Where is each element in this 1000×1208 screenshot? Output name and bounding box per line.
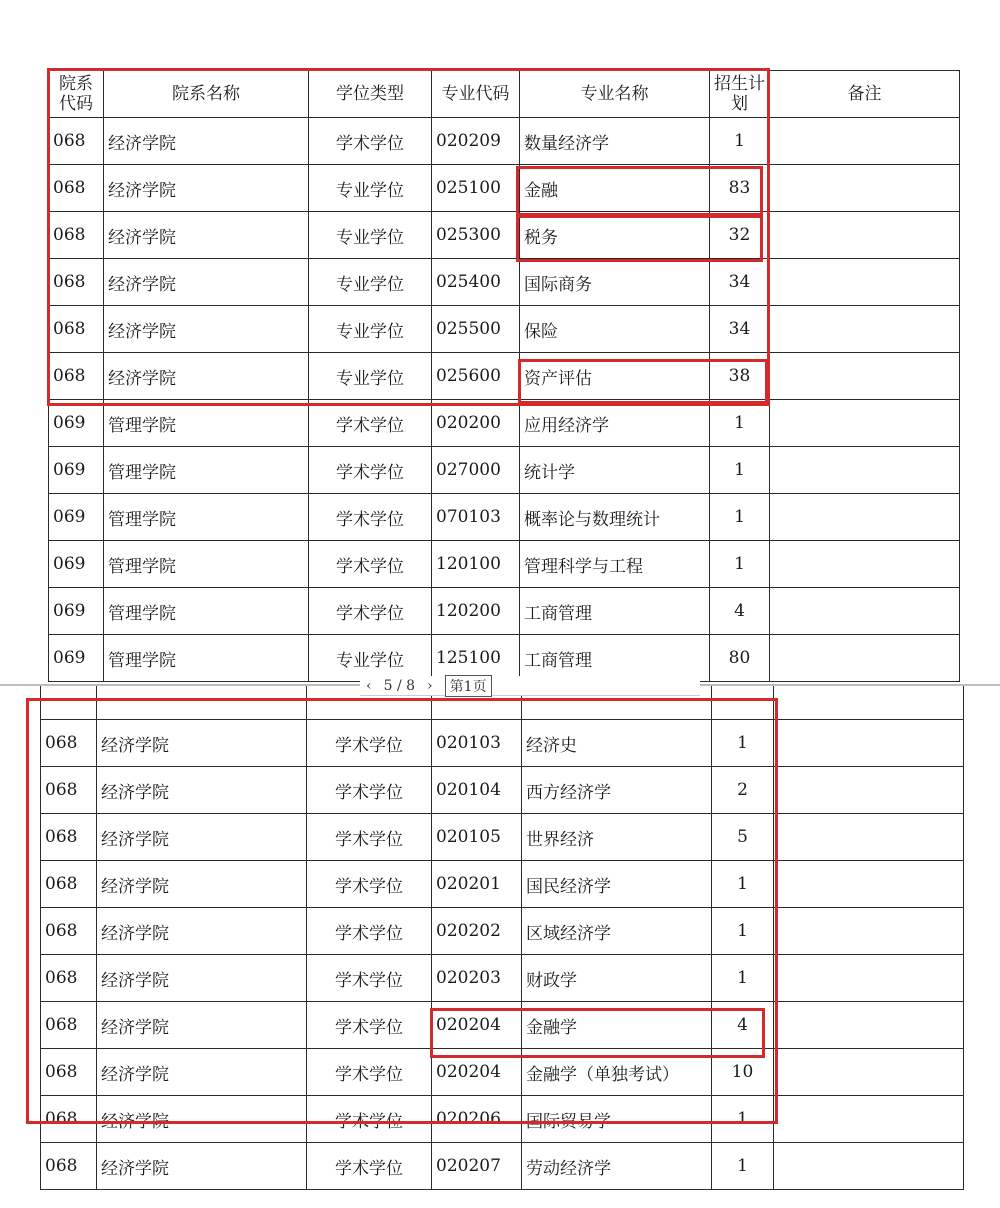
cell-degree-type: 学术学位 [307,908,432,955]
cell-degree-type: 学术学位 [309,541,432,588]
cell-degree-type: 专业学位 [309,353,432,400]
cell-dept-code: 069 [49,541,104,588]
cell-plan: 1 [712,1096,774,1143]
cell-major-code: 020105 [432,814,522,861]
cell-major-code: 025100 [432,165,520,212]
cell-degree-type: 学术学位 [309,494,432,541]
cell-plan: 1 [710,447,770,494]
table-row [49,259,960,306]
page-input[interactable]: 第1页 [445,675,492,697]
cell-remark [770,212,960,259]
cell-degree-type: 学术学位 [307,861,432,908]
cell-plan: 1 [710,400,770,447]
cell-degree-type: 学术学位 [309,118,432,165]
table-row [49,212,960,259]
cell-dept-code: 069 [49,400,104,447]
cell [41,686,97,720]
cell-dept-code: 068 [49,259,104,306]
cell-major-name: 资产评估 [520,353,710,400]
cell-remark [774,1143,964,1190]
cell-major-name: 经济史 [522,720,712,767]
cell-major-code: 120200 [432,588,520,635]
cell-dept-code: 069 [49,494,104,541]
cell-dept-code: 068 [41,1143,97,1190]
cell-remark [774,955,964,1002]
cell-major-name: 世界经济 [522,814,712,861]
cell-degree-type: 学术学位 [307,767,432,814]
cell-remark [770,306,960,353]
cell-plan: 80 [710,635,770,682]
header-degree-type: 学位类型 [309,71,432,118]
cell-dept-code: 068 [41,814,97,861]
cell-degree-type: 学术学位 [309,588,432,635]
cell-major-name: 金融学（单独考试） [522,1049,712,1096]
cell-dept-code: 068 [41,720,97,767]
cell-major-code: 120100 [432,541,520,588]
table-row [41,814,964,861]
cell-major-name: 管理科学与工程 [520,541,710,588]
cell-major-name: 财政学 [522,955,712,1002]
cell-plan: 1 [712,1143,774,1190]
cell-major-code: 020204 [432,1049,522,1096]
cell-remark [770,494,960,541]
cell-dept-code: 068 [49,306,104,353]
cell-major-name: 西方经济学 [522,767,712,814]
cell-remark [770,447,960,494]
cell-plan: 2 [712,767,774,814]
cell-major-code: 020202 [432,908,522,955]
cell-dept-name: 经济学院 [97,1002,307,1049]
table-row [49,306,960,353]
cell-major-code: 070103 [432,494,520,541]
cell-degree-type: 专业学位 [309,165,432,212]
cell-major-name: 保险 [520,306,710,353]
cell-major-code: 020200 [432,400,520,447]
cell-major-name: 区域经济学 [522,908,712,955]
cell-dept-code: 068 [41,1096,97,1143]
cell-remark [770,118,960,165]
cell-dept-code: 069 [49,588,104,635]
cell-dept-code: 068 [49,118,104,165]
cell-remark [770,635,960,682]
cell-dept-code: 068 [41,1049,97,1096]
cell-dept-name: 经济学院 [97,908,307,955]
cell [97,686,307,720]
cell-major-code: 020201 [432,861,522,908]
cell-major-code: 027000 [432,447,520,494]
table-row [49,588,960,635]
cell-dept-code: 068 [41,861,97,908]
cell-degree-type: 学术学位 [307,1096,432,1143]
cell-plan: 10 [712,1049,774,1096]
cell-remark [774,720,964,767]
cell-remark [774,861,964,908]
cell-plan: 1 [712,720,774,767]
header-dept-name: 院系名称 [104,71,309,118]
cell-dept-code: 069 [49,447,104,494]
cell-dept-code: 068 [49,165,104,212]
cell-major-code: 025300 [432,212,520,259]
cell-plan: 4 [712,1002,774,1049]
table-bottom-body [41,686,964,1190]
cell-dept-code: 069 [49,635,104,682]
table-row [41,1002,964,1049]
cell-remark [770,165,960,212]
table-row [41,1049,964,1096]
table-row [49,447,960,494]
cell-dept-code: 068 [49,212,104,259]
cell-degree-type: 学术学位 [309,447,432,494]
cell-remark [770,541,960,588]
cell-plan: 1 [710,118,770,165]
cell [774,686,964,720]
table-header-row [49,71,960,118]
cell-dept-name: 经济学院 [97,1143,307,1190]
table-row [41,908,964,955]
cell-remark [774,1049,964,1096]
table-row [41,1143,964,1190]
cell-dept-name: 经济学院 [97,1049,307,1096]
page-count: 5 / 8 [383,677,416,694]
table-row [49,118,960,165]
cell-dept-code: 068 [41,1002,97,1049]
cell-major-code: 020203 [432,955,522,1002]
cell-degree-type: 学术学位 [307,1143,432,1190]
cell-degree-type: 学术学位 [307,1002,432,1049]
admissions-table-top [48,70,960,682]
cell-remark [774,1096,964,1143]
cell-dept-name: 经济学院 [97,1096,307,1143]
cell-plan: 34 [710,259,770,306]
cell-major-name: 国际贸易学 [522,1096,712,1143]
cell-major-name: 应用经济学 [520,400,710,447]
cell-degree-type: 专业学位 [309,259,432,306]
cell-dept-code: 068 [49,353,104,400]
cell-dept-code: 068 [41,908,97,955]
cell-major-code: 025600 [432,353,520,400]
cell-major-name: 统计学 [520,447,710,494]
cell-major-name: 税务 [520,212,710,259]
table-row [49,165,960,212]
cell-dept-name: 管理学院 [104,447,309,494]
cell-major-code: 020206 [432,1096,522,1143]
cell-plan: 38 [710,353,770,400]
header-plan: 招生计划 [710,71,770,118]
table-row [41,720,964,767]
cell-major-code: 020103 [432,720,522,767]
cell-plan: 1 [712,955,774,1002]
bottom-screenshot [0,686,1000,1208]
cell-remark [774,767,964,814]
cell-dept-name: 经济学院 [104,212,309,259]
cell-dept-name: 经济学院 [104,353,309,400]
cell-plan: 32 [710,212,770,259]
table-row [41,1096,964,1143]
cell-dept-name: 管理学院 [104,541,309,588]
cell-dept-name: 经济学院 [97,861,307,908]
header-major-code: 专业代码 [432,71,520,118]
cell-remark [770,259,960,306]
cell-dept-name: 管理学院 [104,635,309,682]
cell-dept-name: 管理学院 [104,494,309,541]
cell-plan: 1 [712,908,774,955]
cell-major-name: 数量经济学 [520,118,710,165]
table-row [49,400,960,447]
cell-dept-name: 经济学院 [97,814,307,861]
cell-major-name: 工商管理 [520,588,710,635]
table-row [49,635,960,682]
cell-major-name: 国际商务 [520,259,710,306]
cell-degree-type: 学术学位 [307,955,432,1002]
pdf-page-navigator[interactable] [360,676,700,696]
cell-plan: 1 [710,494,770,541]
cell-dept-name: 经济学院 [97,720,307,767]
cell-dept-code: 068 [41,767,97,814]
table-row [41,767,964,814]
cell-major-code: 020209 [432,118,520,165]
cell-major-code: 020204 [432,1002,522,1049]
cell-major-name: 金融学 [522,1002,712,1049]
cell-plan: 83 [710,165,770,212]
cell-plan: 5 [712,814,774,861]
cell-degree-type: 专业学位 [309,306,432,353]
cell-degree-type: 学术学位 [307,1049,432,1096]
cell-degree-type: 专业学位 [309,212,432,259]
cell-major-code: 025500 [432,306,520,353]
cell-major-code: 020104 [432,767,522,814]
cell-major-name: 国民经济学 [522,861,712,908]
cell-remark [770,400,960,447]
header-dept-code: 院系代码 [49,71,104,118]
table-top-body [49,71,960,682]
chevron-right-icon[interactable]: › [427,677,433,694]
cell-major-name: 工商管理 [520,635,710,682]
cell-plan: 4 [710,588,770,635]
cell-dept-name: 经济学院 [104,306,309,353]
cell-dept-name: 经济学院 [104,259,309,306]
cell [712,686,774,720]
cell-remark [774,814,964,861]
cell-remark [770,353,960,400]
header-remark: 备注 [770,71,960,118]
table-row [49,353,960,400]
cell-dept-code: 068 [41,955,97,1002]
cell-remark [774,1002,964,1049]
cell-remark [770,588,960,635]
table-row [49,494,960,541]
table-row [41,955,964,1002]
cell-plan: 1 [710,541,770,588]
cell-dept-name: 经济学院 [97,955,307,1002]
cell-major-code: 025400 [432,259,520,306]
cell-degree-type: 专业学位 [309,635,432,682]
cell-plan: 34 [710,306,770,353]
cell-degree-type: 学术学位 [307,720,432,767]
cell-dept-name: 经济学院 [104,165,309,212]
cell-major-code: 020207 [432,1143,522,1190]
table-row [49,541,960,588]
cell-degree-type: 学术学位 [309,400,432,447]
cell-degree-type: 学术学位 [307,814,432,861]
cell-dept-name: 经济学院 [97,767,307,814]
cell-major-name: 劳动经济学 [522,1143,712,1190]
chevron-left-icon[interactable]: ‹ [366,677,372,694]
cell-major-code: 125100 [432,635,520,682]
cell-remark [774,908,964,955]
cell-dept-name: 管理学院 [104,588,309,635]
cell-dept-name: 经济学院 [104,118,309,165]
table-row [41,861,964,908]
header-major-name: 专业名称 [520,71,710,118]
cell-plan: 1 [712,861,774,908]
cell-major-name: 概率论与数理统计 [520,494,710,541]
admissions-table-bottom [40,686,964,1190]
cell-dept-name: 管理学院 [104,400,309,447]
cell-major-name: 金融 [520,165,710,212]
